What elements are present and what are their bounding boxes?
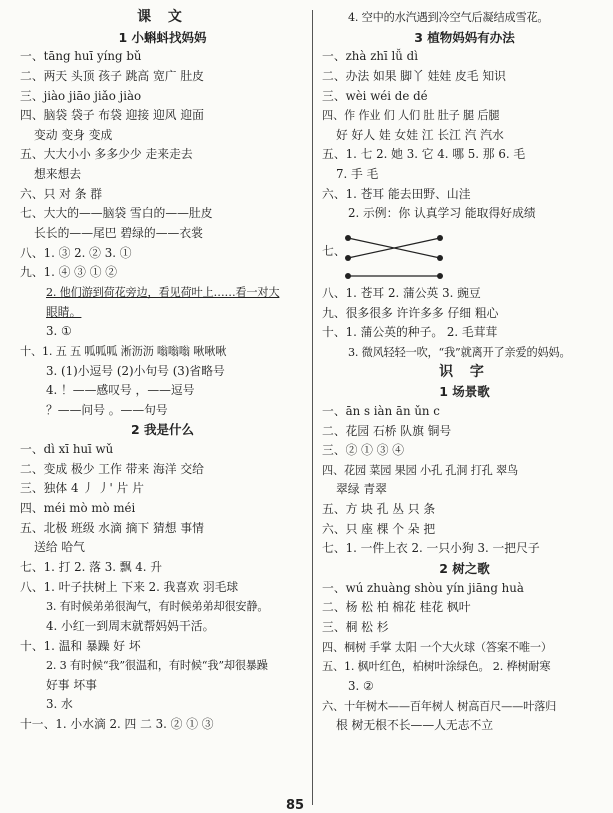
answer-line: 五、1. 七 2. 她 3. 它 4. 哪 5. 那 6. 毛 (322, 147, 526, 162)
matching-diagram (322, 224, 607, 284)
answer-line: 八、1. ③ 2. ② 3. ① (20, 245, 132, 260)
answer-line: 七、大大的——脑袋 雪白的——肚皮 (20, 206, 213, 221)
answer-line: 四、méi mò mò méi (20, 501, 136, 516)
answer-line: 六、只 对 条 群 (20, 186, 103, 201)
answer-line: 五、大大小小 多多少少 走来走去 (20, 147, 193, 162)
column-divider (312, 10, 313, 805)
answer-line: 二、办法 如果 脚丫 娃娃 皮毛 知识 (322, 68, 506, 83)
answer-line: 根 树无根不长——人无志不立 (336, 718, 494, 733)
answer-line: 七、1. 一件上衣 2. 一只小狗 3. 一把尺子 (322, 541, 540, 556)
answer-line: 八、1. 叶子扶树上 下来 2. 我喜欢 羽毛球 (20, 579, 239, 594)
answer-line: 一、wú zhuàng shòu yín jiāng huà (322, 580, 524, 595)
answer-line: 翠绿 青翠 (336, 482, 387, 497)
answer-line: 二、变成 极少 工作 带来 海洋 交给 (20, 461, 204, 476)
section-title-shizi: 识 字 (439, 363, 490, 380)
lesson-title: 3 植物妈妈有办法 (414, 29, 515, 45)
answer-line: 3. 微风轻轻一吹，“我”就离开了亲爱的妈妈。 (348, 345, 571, 359)
section-title-kewen: 课 文 (137, 9, 188, 25)
answer-line: 好事 坏事 (46, 677, 97, 692)
answer-line: 三、② ① ③ ④ (322, 443, 405, 458)
answer-line: 4. ！——感叹号 ，——逗号 (46, 383, 195, 398)
answer-line: 四、花园 菜园 果园 小孔 孔洞 打孔 翠鸟 (322, 463, 518, 477)
answer-line: ？——问号 。——句号 (46, 402, 168, 417)
answer-line: 三、独体 4 丿 丿' 片 片 (20, 481, 144, 496)
answer-line: 八、1. 苍耳 2. 蒲公英 3. 豌豆 (322, 286, 481, 301)
answer-line: 一、zhà zhī lǚ dì (322, 49, 418, 64)
answer-line: 四、桐树 手掌 太阳 一个大火球（答案不唯一） (322, 640, 552, 654)
answer-line: 一、dì xī huī wǔ (20, 442, 114, 457)
answer-line: 一、tāng huī yíng bǔ (20, 49, 142, 64)
answer-line: 六、十年树木——百年树人 树高百尺——叶落归 (322, 699, 557, 713)
answer-line: 十、1. 五 五 呱呱呱 淅沥沥 嗡嗡嗡 啾啾啾 (20, 344, 227, 358)
answer-line: 十一、1. 小水滴 2. 四 二 3. ② ① ③ (20, 717, 214, 732)
answer-line: 3. (1)小逗号 (2)小句号 (3)省略号 (46, 363, 225, 378)
lesson-title: 2 树之歌 (439, 561, 490, 577)
matching-lines (342, 226, 452, 282)
answer-line: 7. 手 毛 (336, 167, 379, 182)
answer-line: 十、1. 温和 暴躁 好 坏 (20, 638, 141, 653)
left-column (20, 8, 305, 735)
answer-line: 十、1. 蒲公英的种子。 2. 毛茸茸 (322, 325, 498, 340)
answer-line: 九、很多很多 许许多多 仔细 粗心 (322, 305, 499, 320)
answer-line: 三、wèi wéi de dé (322, 88, 428, 103)
answer-label: 七、 (322, 244, 346, 259)
answer-line: 2. 他们游到荷花旁边，看见荷叶上……看一对大 (46, 285, 280, 299)
answer-line: 4. 小红一到周末就帮妈妈干活。 (46, 618, 215, 633)
answer-line: 四、作 作业 们 人们 肚 肚子 腿 后腿 (322, 109, 500, 123)
answer-line: 3. 水 (46, 697, 73, 712)
answer-line: 一、ān s iàn ān ǔn c (322, 403, 440, 418)
answer-line: 想来想去 (34, 167, 82, 182)
answer-line: 长长的——尾巴 碧绿的——衣裳 (34, 226, 203, 241)
answer-line: 二、杨 松 柏 棉花 桂花 枫叶 (322, 600, 471, 615)
lesson-title: 1 场景歌 (439, 384, 490, 400)
answer-line: 六、只 座 棵 个 朵 把 (322, 521, 436, 536)
answer-line: 二、两天 头顶 孩子 跳高 宽广 肚皮 (20, 68, 204, 83)
answer-line: 五、方 块 孔 丛 只 条 (322, 502, 436, 517)
answer-line: 六、1. 苍耳 能去田野、山洼 (322, 186, 471, 201)
answer-line: 2. 3 有时候“我”很温和，有时候“我”却很暴躁 (46, 659, 268, 673)
answer-line: 送给 哈气 (34, 540, 85, 555)
answer-line: 九、1. ④ ③ ① ② (20, 265, 118, 280)
answer-line: 2. 示例：你 认真学习 能取得好成绩 (348, 206, 536, 221)
answer-line: 3. ② (348, 678, 374, 693)
answer-line: 四、脑袋 袋子 布袋 迎接 迎风 迎面 (20, 108, 204, 123)
page-number: 85 (286, 798, 305, 813)
answer-line: 三、jiào jiāo jiǎo jiào (20, 88, 142, 103)
answer-line: 三、桐 松 杉 (322, 619, 389, 634)
answer-line: 二、花园 石桥 队旗 铜号 (322, 423, 452, 438)
answer-line: 五、1. 枫叶红色，柏树叶涂绿色。 2. 桦树耐寒 (322, 660, 551, 674)
answer-line: 眼睛。 (46, 304, 82, 319)
answer-line: 3. ① (46, 324, 72, 339)
answer-line: 五、北极 班级 水滴 摘下 猜想 事情 (20, 520, 204, 535)
answer-line: 七、1. 打 2. 落 3. 飘 4. 升 (20, 559, 163, 574)
lesson-title: 1 小蝌蚪找妈妈 (118, 29, 207, 45)
lesson-title: 2 我是什么 (130, 422, 195, 438)
answer-line: 变动 变身 变成 (34, 127, 113, 142)
answer-line: 3. 有时候弟弟很淘气，有时候弟弟却很安静。 (46, 600, 269, 614)
right-column (322, 8, 607, 736)
answer-line: 好 好人 娃 女娃 江 长江 汽 汽水 (336, 127, 504, 142)
answer-line: 4. 空中的水汽遇到冷空气后凝结成雪花。 (348, 11, 549, 24)
